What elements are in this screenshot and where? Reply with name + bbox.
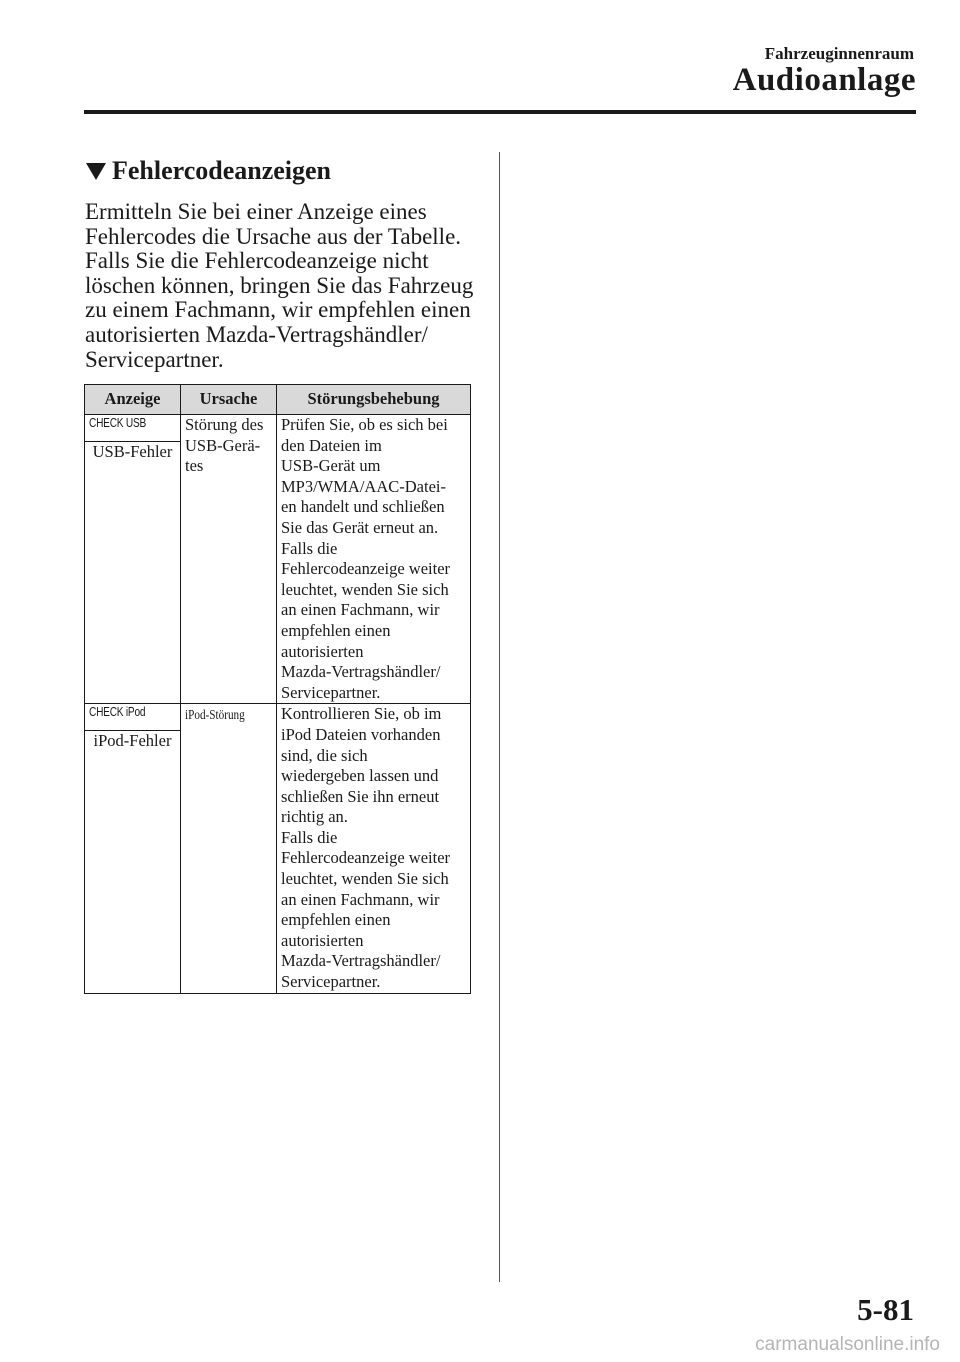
column-header: Ursache — [181, 385, 277, 415]
header-rule — [84, 110, 916, 114]
remedy-line: Fehlercodeanzeige weiter — [281, 559, 451, 579]
remedy-line: richtig an. — [281, 807, 348, 827]
cause-cell — [181, 704, 277, 993]
display-name-cell: iPod-Fehler — [85, 731, 181, 993]
remedy-line: Sie das Gerät erneut an. — [281, 517, 439, 537]
remedy-line: Servicepartner. — [281, 682, 381, 702]
display-code-cell — [85, 415, 181, 442]
remedy-line: leuchtet, wenden Sie sich — [281, 579, 449, 599]
cause-cell: Störung des USB-Gerä- tes — [181, 415, 277, 704]
remedy-line: Mazda-Vertragshändler/ — [281, 662, 441, 682]
running-header-chapter: Audioanlage — [732, 62, 916, 98]
remedy-line: Mazda-Vertragshändler/ — [281, 951, 441, 971]
remedy-line: an einen Fachmann, wir — [281, 889, 440, 909]
section-title-text: Fehlercodeanzeigen — [112, 156, 332, 185]
remedy-line: Kontrollieren Sie, ob im — [281, 704, 442, 724]
column-divider — [499, 152, 500, 1282]
remedy-line: Falls die — [281, 538, 338, 558]
remedy-line: wiedergeben lassen und — [281, 766, 439, 786]
remedy-line: Servicepartner. — [281, 972, 381, 992]
cause-text: iPod-Störung — [185, 708, 245, 724]
column-header: Anzeige — [85, 385, 181, 415]
remedy-line: USB-Gerät um — [281, 456, 381, 476]
column-header: Störungsbehebung — [277, 385, 471, 415]
fault-code-table — [84, 384, 471, 994]
remedy-line: Fehlercodeanzeige weiter — [281, 848, 451, 868]
section-title — [86, 156, 331, 186]
remedy-cell — [277, 704, 471, 993]
running-header-section: Fahrzeuginnenraum — [764, 44, 914, 63]
remedy-line: schließen Sie ihn erneut — [281, 786, 440, 806]
display-code: CHECK iPod — [89, 704, 146, 720]
triangle-bullet-icon — [86, 163, 106, 180]
remedy-line: empfehlen einen — [281, 620, 391, 640]
remedy-line: empfehlen einen — [281, 910, 391, 930]
watermark: carmanualsonline.info — [755, 1334, 940, 1355]
intro-paragraph: Ermitteln Sie bei einer Anzeige eines Fehlercodes die Ursache aus der Tabelle. Falls Sie die Fehlercodeanzeige nicht löschen können, bringen Sie das Fahrzeug zu einem Fachmann, wir empfehlen einen autorisierten Mazda-Vertragshändler/ Servicepartner. — [85, 199, 474, 372]
page-number: 5-81 — [857, 1292, 914, 1327]
remedy-line: iPod Dateien vorhanden — [281, 724, 441, 744]
display-code-cell — [85, 704, 181, 731]
remedy-line: sind, die sich — [281, 745, 368, 765]
table-row — [85, 415, 471, 442]
remedy-line: an einen Fachmann, wir — [281, 600, 440, 620]
remedy-line: Prüfen Sie, ob es sich bei — [281, 415, 448, 434]
display-code: CHECK USB — [89, 415, 147, 430]
remedy-line: leuchtet, wenden Sie sich — [281, 869, 449, 889]
table-header-row — [85, 385, 471, 415]
remedy-line: MP3/WMA/AAC-Datei- — [281, 476, 446, 496]
remedy-cell — [277, 415, 471, 704]
remedy-line: autorisierten — [281, 641, 364, 661]
remedy-line: Falls die — [281, 827, 338, 847]
remedy-line: den Dateien im — [281, 435, 382, 455]
remedy-line: autorisierten — [281, 930, 364, 950]
table-row — [85, 704, 471, 731]
display-name-cell: USB-Fehler — [85, 442, 181, 704]
remedy-line: en handelt und schließen — [281, 497, 445, 517]
